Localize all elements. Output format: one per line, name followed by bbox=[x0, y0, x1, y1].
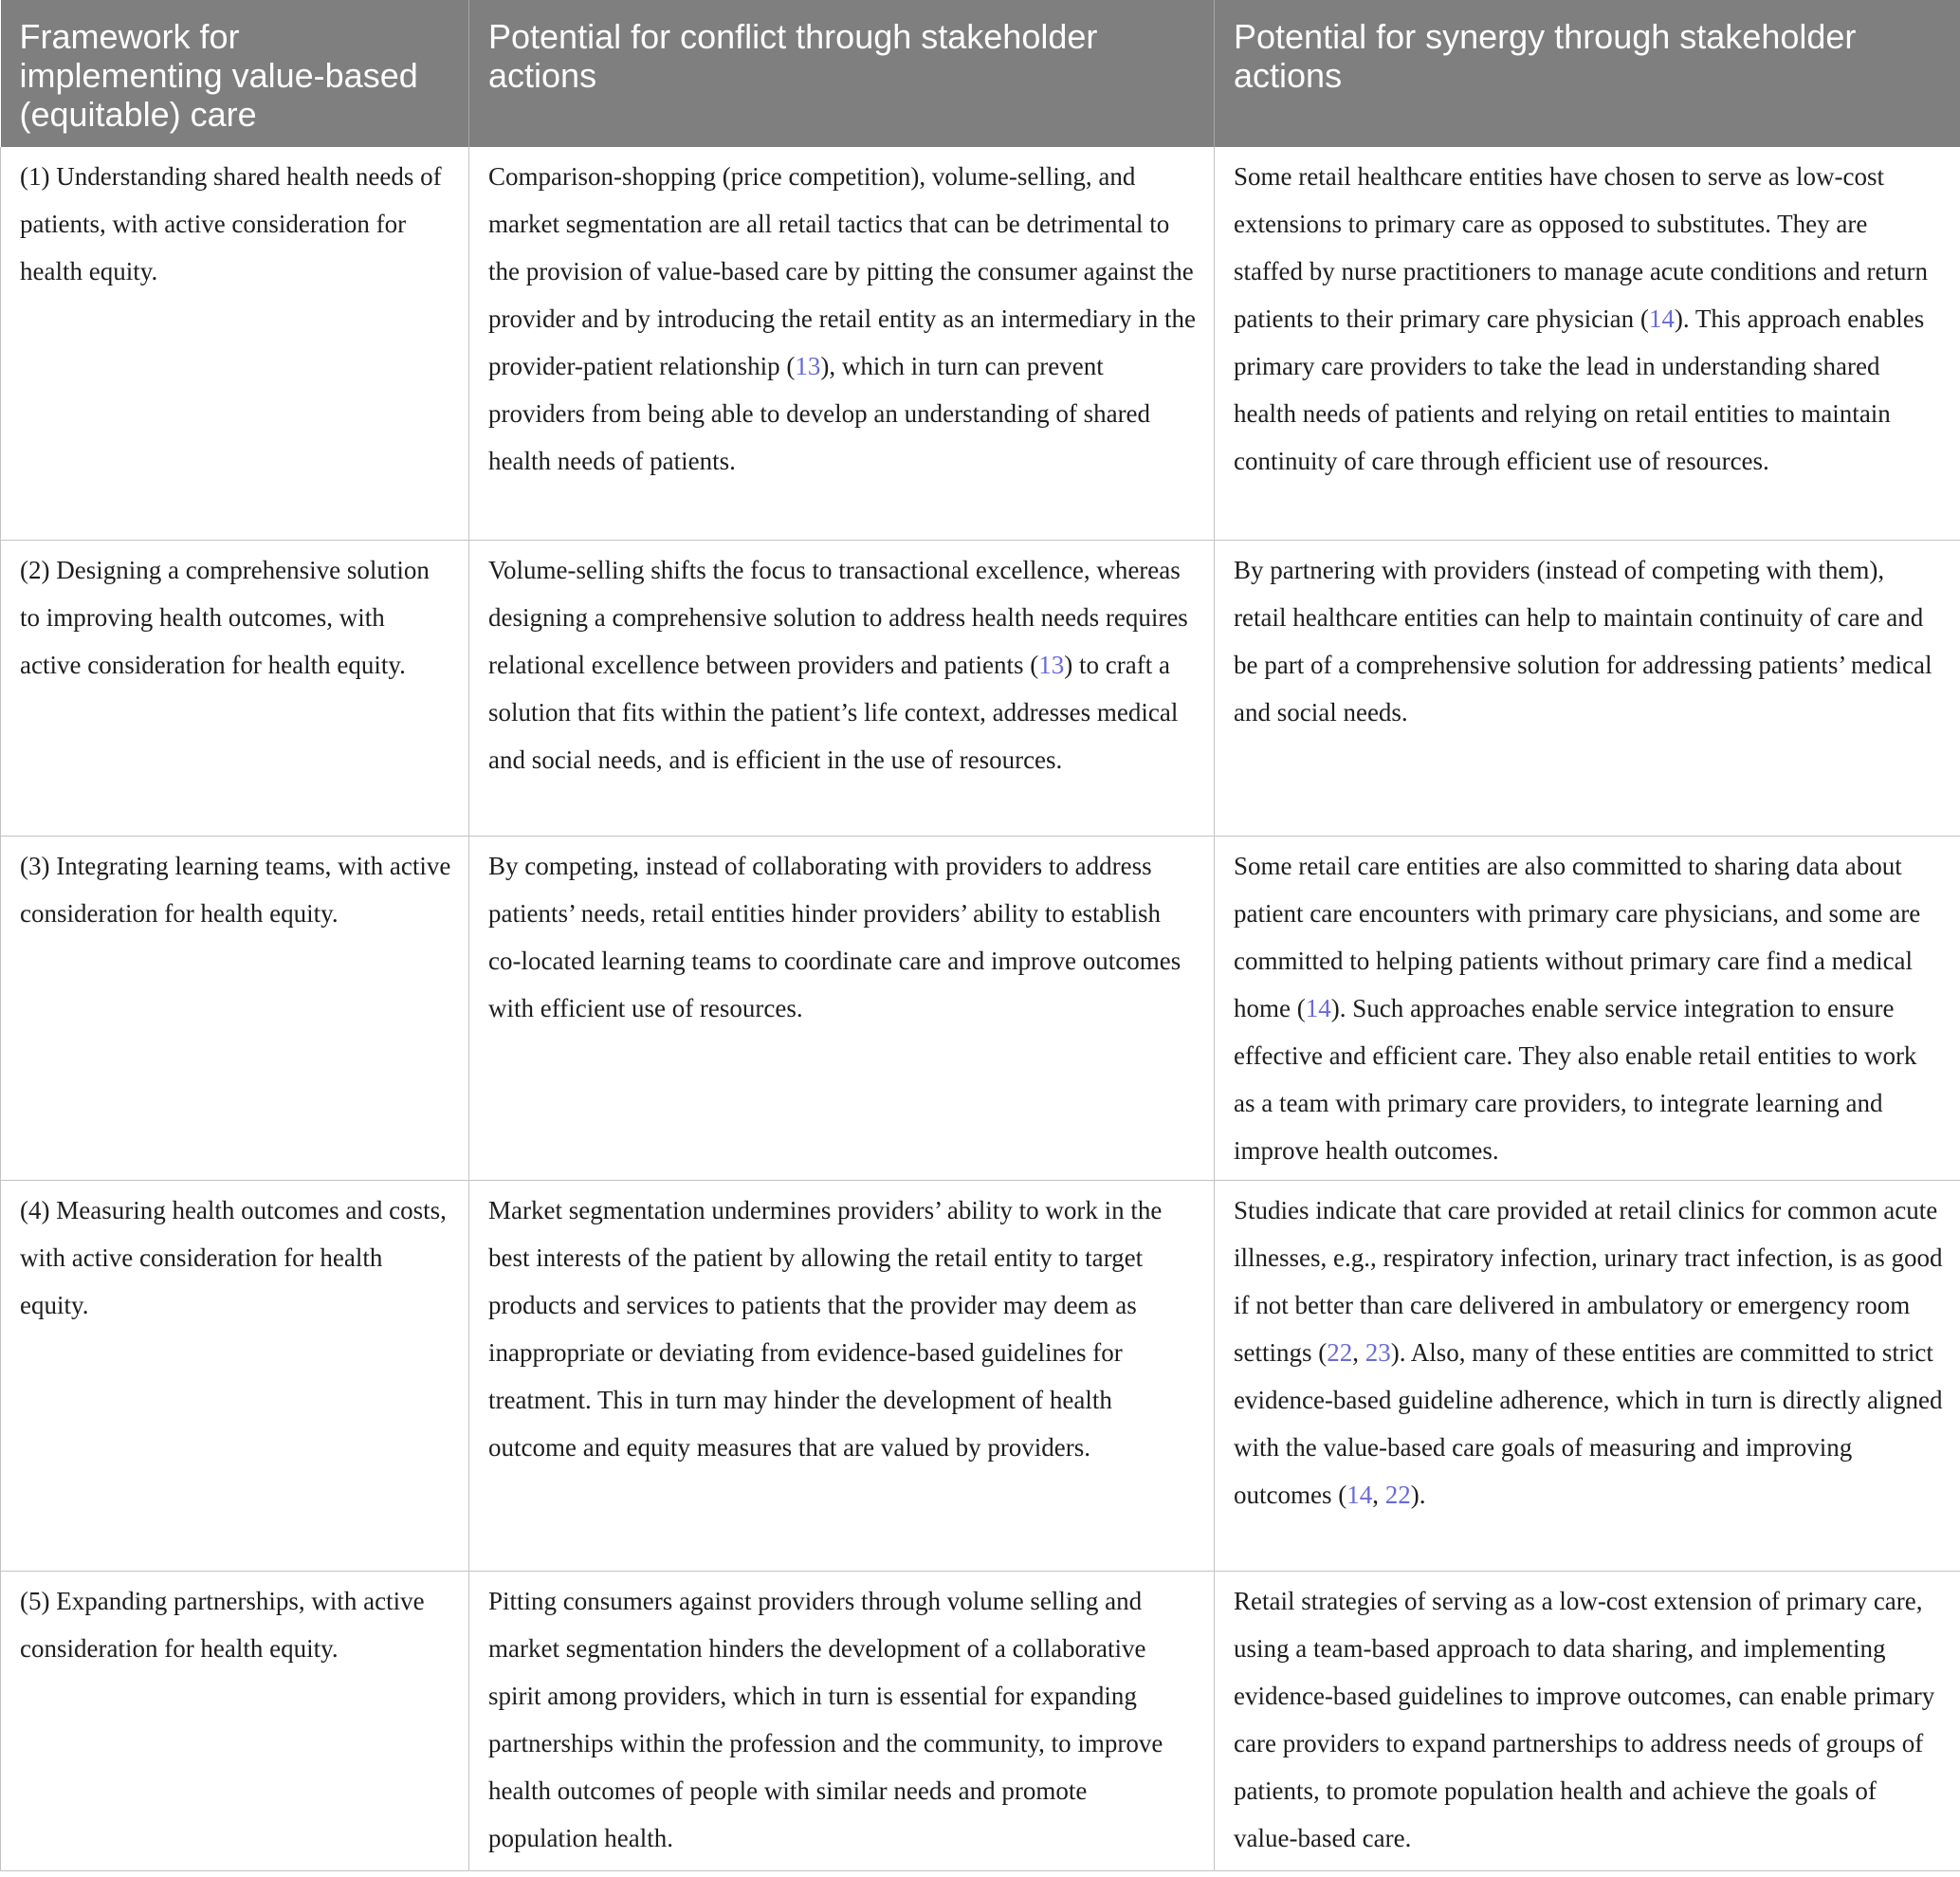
header-row bbox=[1, 0, 1960, 147]
conflict-cell bbox=[469, 540, 1215, 836]
framework-cell: (4) Measuring health outcomes and costs, with active consideration for health equity. bbox=[1, 1180, 469, 1571]
header-conflict: Potential for conflict through stakeholder actions bbox=[469, 0, 1215, 147]
cell-text: ). This approach enables primary care providers to take the lead in understanding shared health needs of patients and relying on retail entities to maintain continuity of care through efficient use of resources. bbox=[1234, 304, 1925, 475]
conflict-cell bbox=[469, 1571, 1215, 1870]
cell-text: ). Such approaches enable service integration to ensure effective and efficient care. They also enable retail entities to work as a team with primary care providers, to integrate learning and improve health outcomes. bbox=[1234, 993, 1917, 1165]
cell-text: ). bbox=[1410, 1480, 1426, 1509]
cell-text: Comparison-shopping (price competition), volume-selling, and market segmentation are all retail tactics that can be detrimental to the provision of value-based care by pitting the consumer against the provider and by introducing the retail entity as an intermediary in the provider-patient relationship ( bbox=[488, 162, 1197, 380]
framework-cell: (5) Expanding partnerships, with active consideration for health equity. bbox=[1, 1571, 469, 1870]
cell-text: Market segmentation undermines providers’ ability to work in the best interests of the patient by allowing the retail entity to target products and services to patients that the provider may deem as inappropriate or deviating from evidence-based guidelines for treatment. This in turn may hinder the development of health outcome and equity measures that are valued by providers. bbox=[488, 1195, 1163, 1462]
conflict-cell bbox=[469, 1180, 1215, 1571]
citation-link[interactable]: 23 bbox=[1365, 1337, 1391, 1367]
table-row bbox=[1, 1180, 1960, 1571]
table-row bbox=[1, 836, 1960, 1180]
synergy-cell bbox=[1215, 1571, 1960, 1870]
cell-text: Some retail care entities are also committed to sharing data about patient care encounters with primary care physicians, and some are committed to helping patients without primary care find a medical home ( bbox=[1234, 851, 1921, 1022]
header-framework: Framework for implementing value-based (equitable) care bbox=[1, 0, 469, 147]
cell-text: Pitting consumers against providers through volume selling and market segmentation hinders the development of a collaborative spirit among providers, which in turn is essential for expanding partnerships within the profession and the community, to improve health outcomes of people with similar needs and promote population health. bbox=[488, 1586, 1163, 1852]
table-header bbox=[1, 0, 1960, 147]
framework-cell: (2) Designing a comprehensive solution to improving health outcomes, with active consideration for health equity. bbox=[1, 540, 469, 836]
cell-text: Studies indicate that care provided at retail clinics for common acute illnesses, e.g., respiratory infection, urinary tract infection, is as good if not better than care delivered in ambulatory or emergency room settings ( bbox=[1234, 1195, 1943, 1367]
table-row bbox=[1, 540, 1960, 836]
framework-cell: (1) Understanding shared health needs of patients, with active consideration for health equity. bbox=[1, 147, 469, 540]
conflict-cell bbox=[469, 836, 1215, 1180]
cell-text: ), which in turn can prevent providers from being able to develop an understanding of shared health needs of patients. bbox=[488, 352, 1151, 475]
citation-link[interactable]: 22 bbox=[1384, 1480, 1411, 1509]
cell-text: By partnering with providers (instead of competing with them), retail healthcare entities can help to maintain continuity of care and be part of a comprehensive solution for addressing patients’ medical and social needs. bbox=[1234, 555, 1933, 727]
framework-cell: (3) Integrating learning teams, with active consideration for health equity. bbox=[1, 836, 469, 1180]
citation-link[interactable]: 14 bbox=[1305, 993, 1331, 1022]
cell-text: Volume-selling shifts the focus to transactional excellence, whereas designing a comprehensive solution to address health needs requires relational excellence between providers and patients ( bbox=[488, 555, 1188, 679]
cell-text: ). Also, many of these entities are committed to strict evidence-based guideline adherence, which in turn is directly aligned with the value-based care goals of measuring and improving outcomes ( bbox=[1234, 1337, 1943, 1509]
conflict-cell bbox=[469, 147, 1215, 540]
cell-text: Some retail healthcare entities have chosen to serve as low-cost extensions to primary care as opposed to substitutes. They are staffed by nurse practitioners to manage acute conditions and return patients to their primary care physician ( bbox=[1234, 162, 1929, 333]
citation-link[interactable]: 14 bbox=[1648, 304, 1675, 333]
cell-text: By competing, instead of collaborating with providers to address patients’ needs, retail entities hinder providers’ ability to establish co-located learning teams to coordinate care and improve outcomes with efficient use of resources. bbox=[488, 851, 1181, 1022]
citation-link[interactable]: 13 bbox=[795, 352, 821, 380]
cell-text: ) to craft a solution that fits within the patient’s life context, addresses medical and social needs, and is efficient in the use of resources. bbox=[488, 650, 1179, 774]
citation-link[interactable]: 22 bbox=[1327, 1337, 1353, 1367]
table-row bbox=[1, 1571, 1960, 1870]
citation-link[interactable]: 14 bbox=[1346, 1480, 1373, 1509]
table-row bbox=[1, 147, 1960, 540]
table-body bbox=[1, 147, 1960, 1870]
synergy-cell bbox=[1215, 540, 1960, 836]
cell-text: Retail strategies of serving as a low-cost extension of primary care, using a team-based approach to data sharing, and implementing evidence-based guidelines to improve outcomes, can enable primary care providers to expand partnerships to address needs of groups of patients, to promote population health and achieve the goals of value-based care. bbox=[1234, 1586, 1935, 1852]
synergy-cell bbox=[1215, 147, 1960, 540]
synergy-cell bbox=[1215, 836, 1960, 1180]
cell-text: , bbox=[1352, 1337, 1365, 1367]
citation-link[interactable]: 13 bbox=[1038, 650, 1065, 679]
header-synergy: Potential for synergy through stakeholder actions bbox=[1215, 0, 1960, 147]
cell-text: , bbox=[1372, 1480, 1385, 1509]
synergy-cell bbox=[1215, 1180, 1960, 1571]
